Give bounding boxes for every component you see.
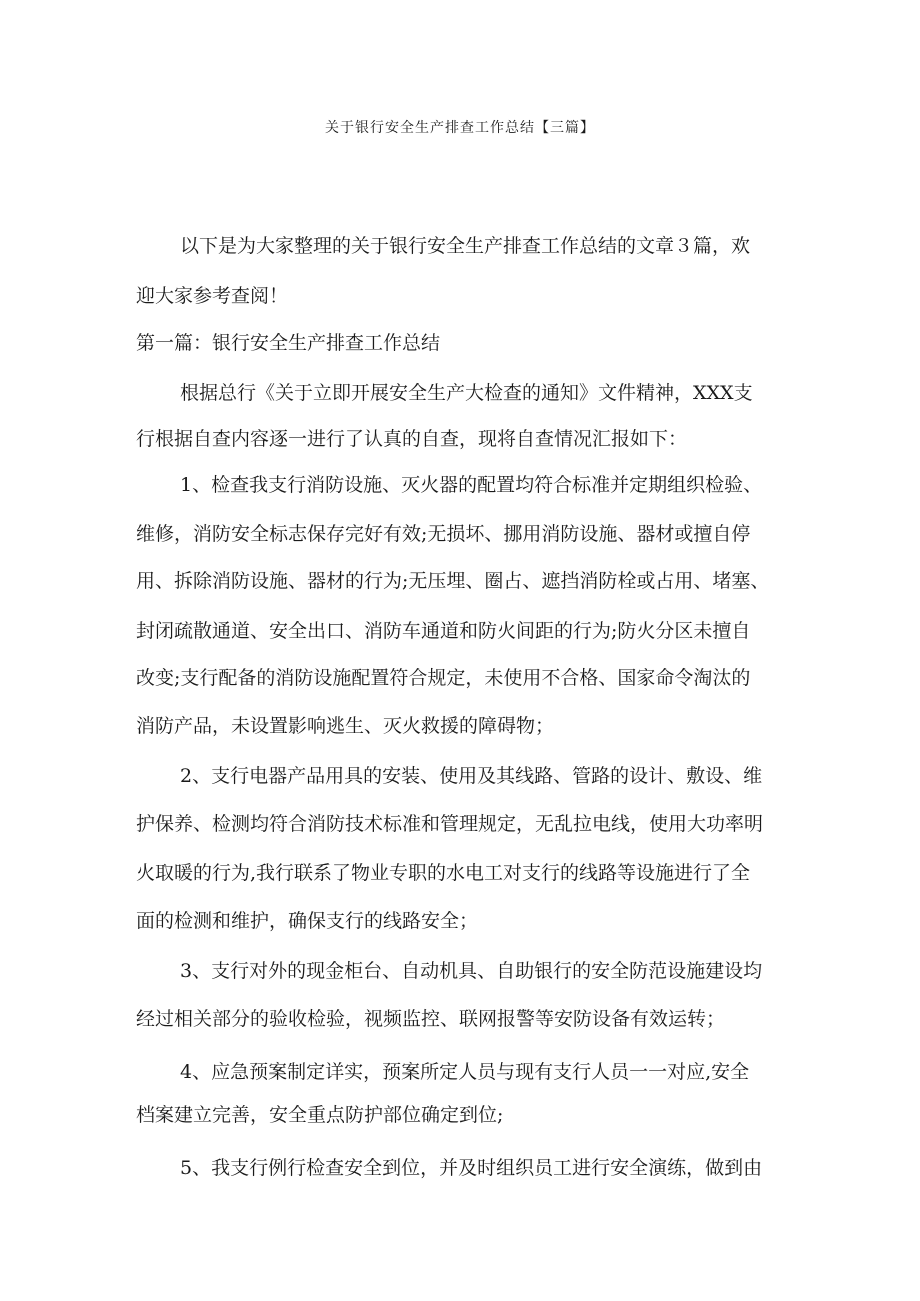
- item-5-line-1: 5、我支行例行检查安全到位，并及时组织员工进行安全演练，做到由: [180, 1157, 763, 1179]
- document-title: 关于银行安全生产排查工作总结【三篇】: [325, 120, 595, 136]
- item-2-line-2: 护保养、检测均符合消防技术标准和管理规定，无乱拉电线，使用大功率明: [136, 813, 764, 835]
- item-4-line-1: 4、应急预案制定详实，预案所定人员与现有支行人员一一对应,安全: [180, 1061, 750, 1083]
- para-1-line-2: 行根据自查内容逐一进行了认真的自查，现将自查情况汇报如下：: [136, 428, 688, 450]
- item-1-line-3: 用、拆除消防设施、器材的行为;无压埋、圈占、遮挡消防栓或占用、堵塞、: [136, 570, 770, 592]
- item-1-line-6: 消防产品，未设置影响逃生、灭火救援的障碍物；: [136, 715, 555, 737]
- item-2-line-3: 火取暖的行为,我行联系了物业专职的水电工对支行的线路等设施进行了全: [136, 862, 751, 884]
- item-3-line-2: 经过相关部分的验收检验，视频监控、联网报警等安防设备有效运转；: [136, 1008, 726, 1030]
- item-1-line-4: 封闭疏散通道、安全出口、消防车通道和防火间距的行为;防火分区未擅自: [136, 620, 751, 642]
- item-2-line-1: 2、支行电器产品用具的安装、使用及其线路、管路的设计、敷设、维: [180, 765, 763, 787]
- intro-line-2: 迎大家参考查阅！: [136, 285, 289, 307]
- item-2-line-4: 面的检测和维护，确保支行的线路安全；: [136, 910, 479, 932]
- para-1-line-1: 根据总行《关于立即开展安全生产大检查的通知》文件精神，XXX支: [180, 382, 753, 404]
- item-1-line-2: 维修，消防安全标志保存完好有效;无损坏、挪用消防设施、器材或擅自停: [136, 523, 751, 545]
- item-1-line-5: 改变;支行配备的消防设施配置符合规定，未使用不合格、国家命令淘汰的: [136, 667, 751, 689]
- item-3-line-1: 3、支行对外的现金柜台、自动机具、自助银行的安全防范设施建设均: [180, 960, 763, 982]
- item-1-line-1: 1、检查我支行消防设施、灭火器的配置均符合标准并定期组织检验、: [180, 474, 763, 496]
- intro-line-1: 以下是为大家整理的关于银行安全生产排查工作总结的文章３篇，欢: [180, 235, 751, 257]
- item-4-line-2: 档案建立完善，安全重点防护部位确定到位;: [136, 1104, 504, 1126]
- section-heading-1: 第一篇：银行安全生产排查工作总结: [136, 332, 441, 354]
